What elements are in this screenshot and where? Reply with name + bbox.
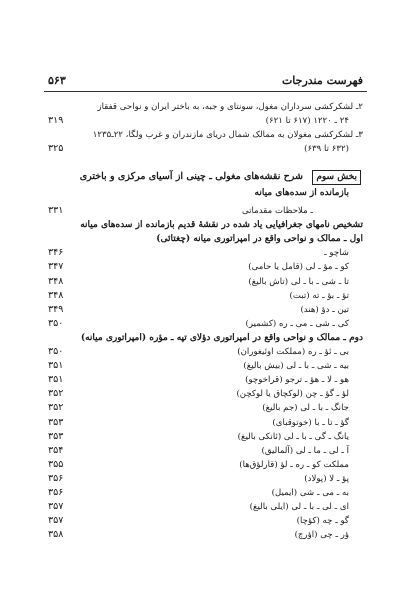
header-rule [44,91,367,92]
toc-entry [48,528,363,544]
entry-page: ۳۳۱ [48,205,64,216]
entry-page: ۳۵۶ [48,487,64,498]
entry-text: تشخیص نامهای جغرافیایی یاد شده در نقشهٔ قدیم بازمانده از سده‌های میانه [80,220,363,231]
entry-text: به ـ می ـ شی (ایمیل) [271,488,349,498]
entry-text: لؤ ـ گؤ ـ چن (لوکچاق یا لوکچن) [236,389,349,400]
page-header [48,74,363,88]
entry-text: (۶۳۲ تا ۶۳۹) [304,144,349,154]
running-title: فهرست مندرجات [281,74,363,87]
entry-text: ۲ـ لشکرکشی سرداران مغول، سونتای و جبه، به باختر ایران و نواحی قفقاز [97,102,363,112]
entry-text: تین ـ دؤ (هند) [300,304,349,315]
entry-page: ۳۵۴ [48,444,64,456]
entry-text: ـ ملاحظات مقدماتی [241,206,313,216]
entry-text: ۳ـ لشکرکشی مغولان به ممالک شمال دریای مازندران و غرب ولگا، ۲۲ـ۱۲۳۵ [92,130,363,140]
entry-page: ۳۴۸ [48,289,64,301]
entry-text: گو ـ چه (کؤچا) [296,516,349,527]
entry-page: ۳۵۸ [48,529,64,541]
entry-page: ۳۲۵ [48,143,64,154]
entry-page: ۳۵۰ [48,346,64,357]
entry-text: جانگ ـ با ـ لی (جم بالیغ) [262,403,349,414]
entry-page: ۳۴۶ [48,247,64,259]
entry-text: کی ـ شی ـ می ـ ره (کشمیر) [245,318,349,329]
entry-text: یانگ ـ گی ـ با ـ لی (ئانکی بالیغ) [237,431,349,442]
entry-text: گؤ ـ تا ـ با (خوتوقبای) [272,417,349,428]
entry-page: ۳۵۶ [48,472,64,484]
entry-page: ۳۱۹ [48,115,64,126]
entry-text: آ ـ لی ـ ما ـ لی (آلمالیق) [261,445,349,456]
entry-text: مملکت کو ـ ره ـ لؤ (قارلؤق‌ها) [239,459,349,470]
entry-text: دوم ـ ممالک و نواحی واقع در امپراتوری دؤلای تپه ـ مؤره (امپراتوری میانه) [80,332,363,343]
entry-page: ۳۵۲ [48,402,64,414]
entry-page: ۳۵۵ [48,458,64,470]
page-number: ۵۶۳ [48,74,66,87]
toc-entry [48,142,363,158]
entry-text: ؤر ـ چی (اؤرچ) [294,530,349,541]
entry-page: ۳۵۰ [48,317,64,329]
entry-text: کو ـ مؤ ـ لی (قامل یا حامی) [248,262,349,273]
section-box-label: بخش سوم [312,170,361,185]
entry-page: ۳۵۱ [48,360,64,372]
entry-page: ۳۵۷ [48,501,64,513]
entry-page: ۳۴۸ [48,275,64,287]
section-subtitle: بازمانده از سده‌های میانه [254,188,349,198]
section-subtitle-row [48,186,363,202]
entry-text: تؤ ـ بؤ ـ ته (تبت) [289,290,349,301]
section-title: شرح نقشه‌های مغولی ـ چینی از آسیای مرکزی و باختری [79,171,303,182]
entry-page: ۳۴۷ [48,261,64,273]
entry-page: ۳۵۳ [48,430,64,442]
entry-page: ۳۵۲ [48,388,64,400]
entry-page: ۳۵۷ [48,515,64,527]
entry-page: ۳۴۹ [48,303,64,315]
entry-text: شاچو ـ [324,248,349,259]
entry-text: تا ـ شی ـ با ـ لی (تاش بالیغ) [248,276,349,287]
entry-text: بی ـ ئؤ ـ ره (مملکت اوئیغوران) [237,347,349,357]
entry-text: پؤ ـ لا (پولاد) [304,473,349,484]
entry-text: هو ـ لا ـ هؤ ـ ترجو (قراخوچو) [245,375,349,386]
entry-text: ای ـ لی ـ با ـ لی (ایلی بالیغ) [249,502,349,513]
entry-text: ۲۴ ـ ۱۲۲۰ (۶۱۷ تا ۶۲۱) [265,116,349,126]
entry-page: ۳۵۱ [48,374,64,386]
entry-text: اول ـ ممالک و نواحی واقع در امپراتوری میانه (چغتائی) [156,234,363,245]
entry-page: ۳۵۳ [48,416,64,428]
entry-text: بیه ـ شی ـ با ـ لی (بیش بالیغ) [243,361,349,372]
